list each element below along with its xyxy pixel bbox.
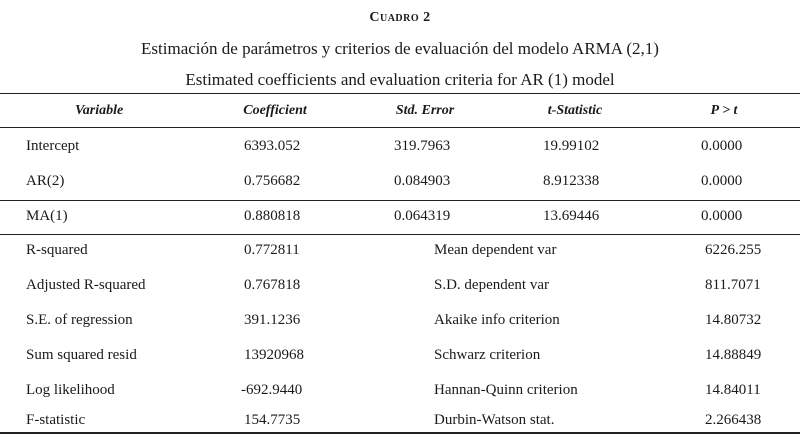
stat-label: S.E. of regression — [26, 312, 133, 328]
stat-value: 154.7735 — [244, 412, 301, 428]
row-std-error: 0.084903 — [394, 173, 451, 189]
stat-value: 811.7071 — [705, 277, 761, 293]
row-variable: Intercept — [26, 138, 80, 154]
row-divider — [0, 200, 800, 201]
stat-label: S.D. dependent var — [434, 277, 549, 293]
stat-label: Log likelihood — [26, 382, 115, 398]
stat-label: Adjusted R-squared — [26, 277, 146, 293]
row-variable: MA(1) — [26, 208, 68, 224]
stat-label: Sum squared resid — [26, 347, 137, 363]
bottom-rule — [0, 432, 800, 434]
stat-label: Durbin-Watson stat. — [434, 412, 555, 428]
stat-value: 14.84011 — [705, 382, 761, 398]
stat-value: 2.266438 — [705, 412, 762, 428]
header-std-error: Std. Error — [395, 103, 455, 118]
header-p-value: P > t — [710, 103, 738, 118]
stat-value: -692.9440 — [241, 382, 303, 398]
stat-label: Mean dependent var — [434, 242, 557, 258]
top-rule — [0, 93, 800, 94]
header-rule — [0, 127, 800, 128]
stat-value: 6226.255 — [705, 242, 762, 258]
header-variable: Variable — [75, 103, 124, 118]
row-std-error: 0.064319 — [394, 208, 451, 224]
row-t-statistic: 8.912338 — [543, 173, 600, 189]
stat-label: Akaike info criterion — [434, 312, 560, 328]
header-t-statistic: t-Statistic — [547, 103, 603, 118]
stats-rule — [0, 234, 800, 235]
row-t-statistic: 19.99102 — [543, 138, 600, 154]
stat-value: 14.80732 — [705, 312, 762, 328]
row-coefficient: 6393.052 — [244, 138, 301, 154]
table-label: Cuadro 2 — [369, 10, 431, 25]
stat-label: R-squared — [26, 242, 88, 258]
table-title-spanish: Estimación de parámetros y criterios de evaluación del modelo ARMA (2,1) — [141, 39, 659, 58]
header-coefficient: Coefficient — [243, 103, 307, 118]
stat-value: 14.88849 — [705, 347, 762, 363]
table-title-english: Estimated coefficients and evaluation criteria for AR (1) model — [185, 70, 615, 89]
stat-value: 391.1236 — [244, 312, 301, 328]
row-p-value: 0.0000 — [701, 138, 743, 154]
row-t-statistic: 13.69446 — [543, 208, 600, 224]
stat-value: 13920968 — [244, 347, 304, 363]
stat-value: 0.772811 — [244, 242, 300, 258]
stat-label: Hannan-Quinn criterion — [434, 382, 578, 398]
stat-label: F-statistic — [26, 412, 86, 428]
row-coefficient: 0.756682 — [244, 173, 301, 189]
row-p-value: 0.0000 — [701, 208, 743, 224]
stat-label: Schwarz criterion — [434, 347, 541, 363]
row-coefficient: 0.880818 — [244, 208, 301, 224]
stat-value: 0.767818 — [244, 277, 301, 293]
row-std-error: 319.7963 — [394, 138, 451, 154]
row-variable: AR(2) — [26, 173, 65, 189]
row-p-value: 0.0000 — [701, 173, 743, 189]
